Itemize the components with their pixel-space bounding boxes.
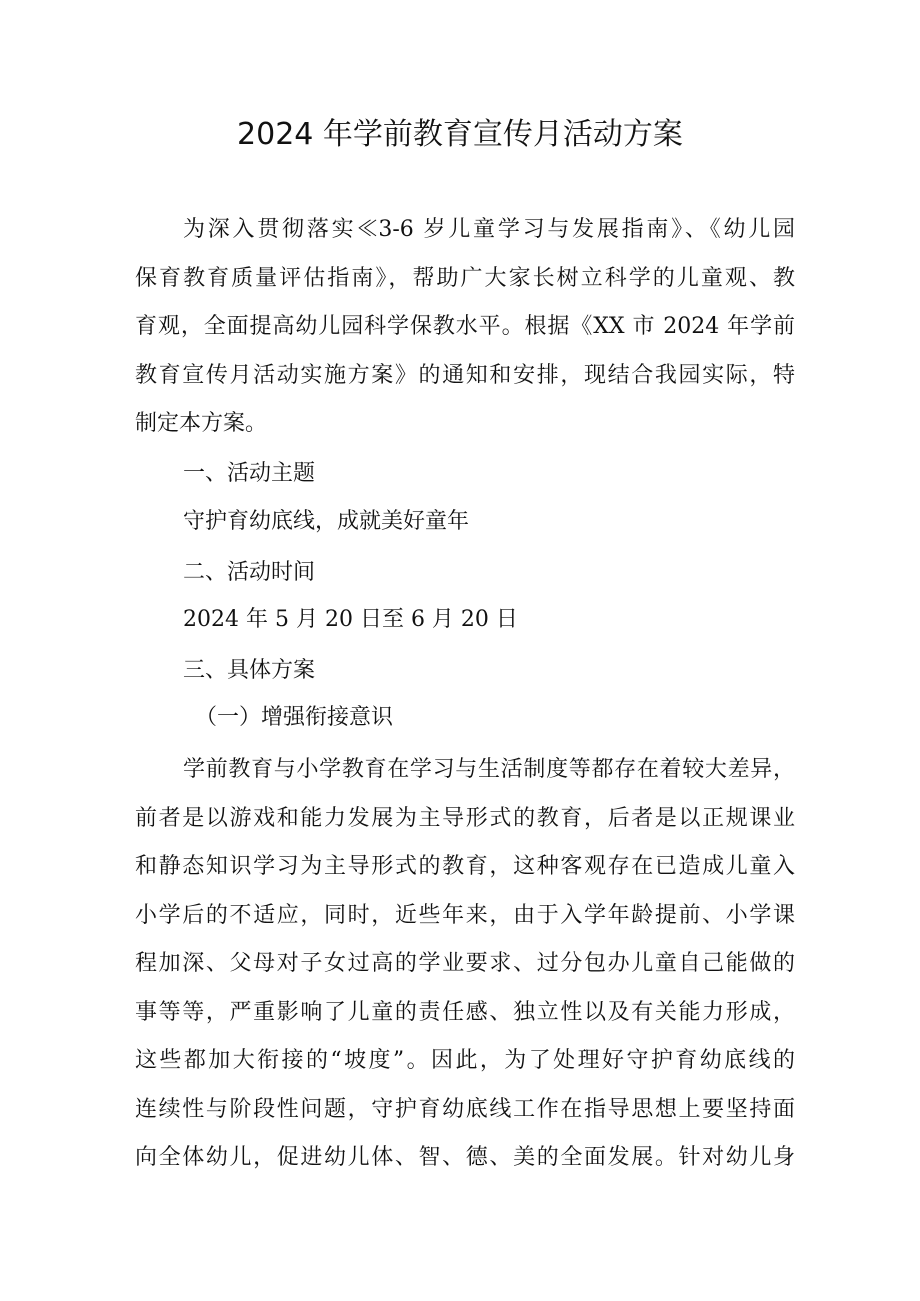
body-line: 和静态知识学习为主导形式的教育，这种客观存在已造成儿童入: [135, 854, 795, 879]
section-heading-plan: 三、具体方案: [183, 658, 316, 683]
body-line: 程加深、父母对子女过高的学业要求、过分包办儿童自己能做的: [135, 951, 795, 976]
subsection-heading-connection: （一）增强衔接意识: [195, 705, 394, 730]
intro-line: 制定本方案。: [135, 411, 268, 436]
body-line: 这些都加大衔接的“坡度”。因此，为了处理好守护育幼底线的: [135, 1048, 795, 1073]
body-line: 小学后的不适应，同时，近些年来，由于入学年龄提前、小学课: [135, 902, 795, 928]
body-line: 向全体幼儿，促进幼儿体、智、德、美的全面发展。针对幼儿身: [135, 1145, 795, 1170]
body-line: 事等等，严重影响了儿童的责任感、独立性以及有关能力形成，: [135, 999, 795, 1025]
body-line: 前者是以游戏和能力发展为主导形式的教育，后者是以正规课业: [135, 805, 795, 831]
intro-line: 保育教育质量评估指南》，帮助广大家长树立科学的儿童观、教: [135, 265, 795, 291]
body-paragraph: [135, 746, 795, 1183]
intro-line: 育观，全面提高幼儿园科学保教水平。根据《XX 市 2024 年学前: [135, 314, 795, 339]
body-line: 学前教育与小学教育在学习与生活制度等都存在着较大差异，: [183, 757, 795, 782]
section-heading-theme: 一、活动主题: [183, 461, 316, 486]
body-line: 连续性与阶段性问题，守护育幼底线工作在指导思想上要坚持面: [135, 1096, 795, 1122]
intro-line: 教育宣传月活动实施方案》的通知和安排，现结合我园实际，特: [135, 362, 795, 388]
intro-paragraph: [135, 206, 795, 449]
section-text-time: 2024 年 5 月 20 日至 6 月 20 日: [183, 607, 518, 632]
section-text-theme: 守护育幼底线，成就美好童年: [183, 509, 470, 534]
document-title: 2024 年学前教育宣传月活动方案: [237, 117, 683, 152]
section-heading-time: 二、活动时间: [183, 560, 316, 585]
intro-line: 为深入贯彻落实≪3-6 岁儿童学习与发展指南》、《幼儿园: [183, 217, 795, 242]
